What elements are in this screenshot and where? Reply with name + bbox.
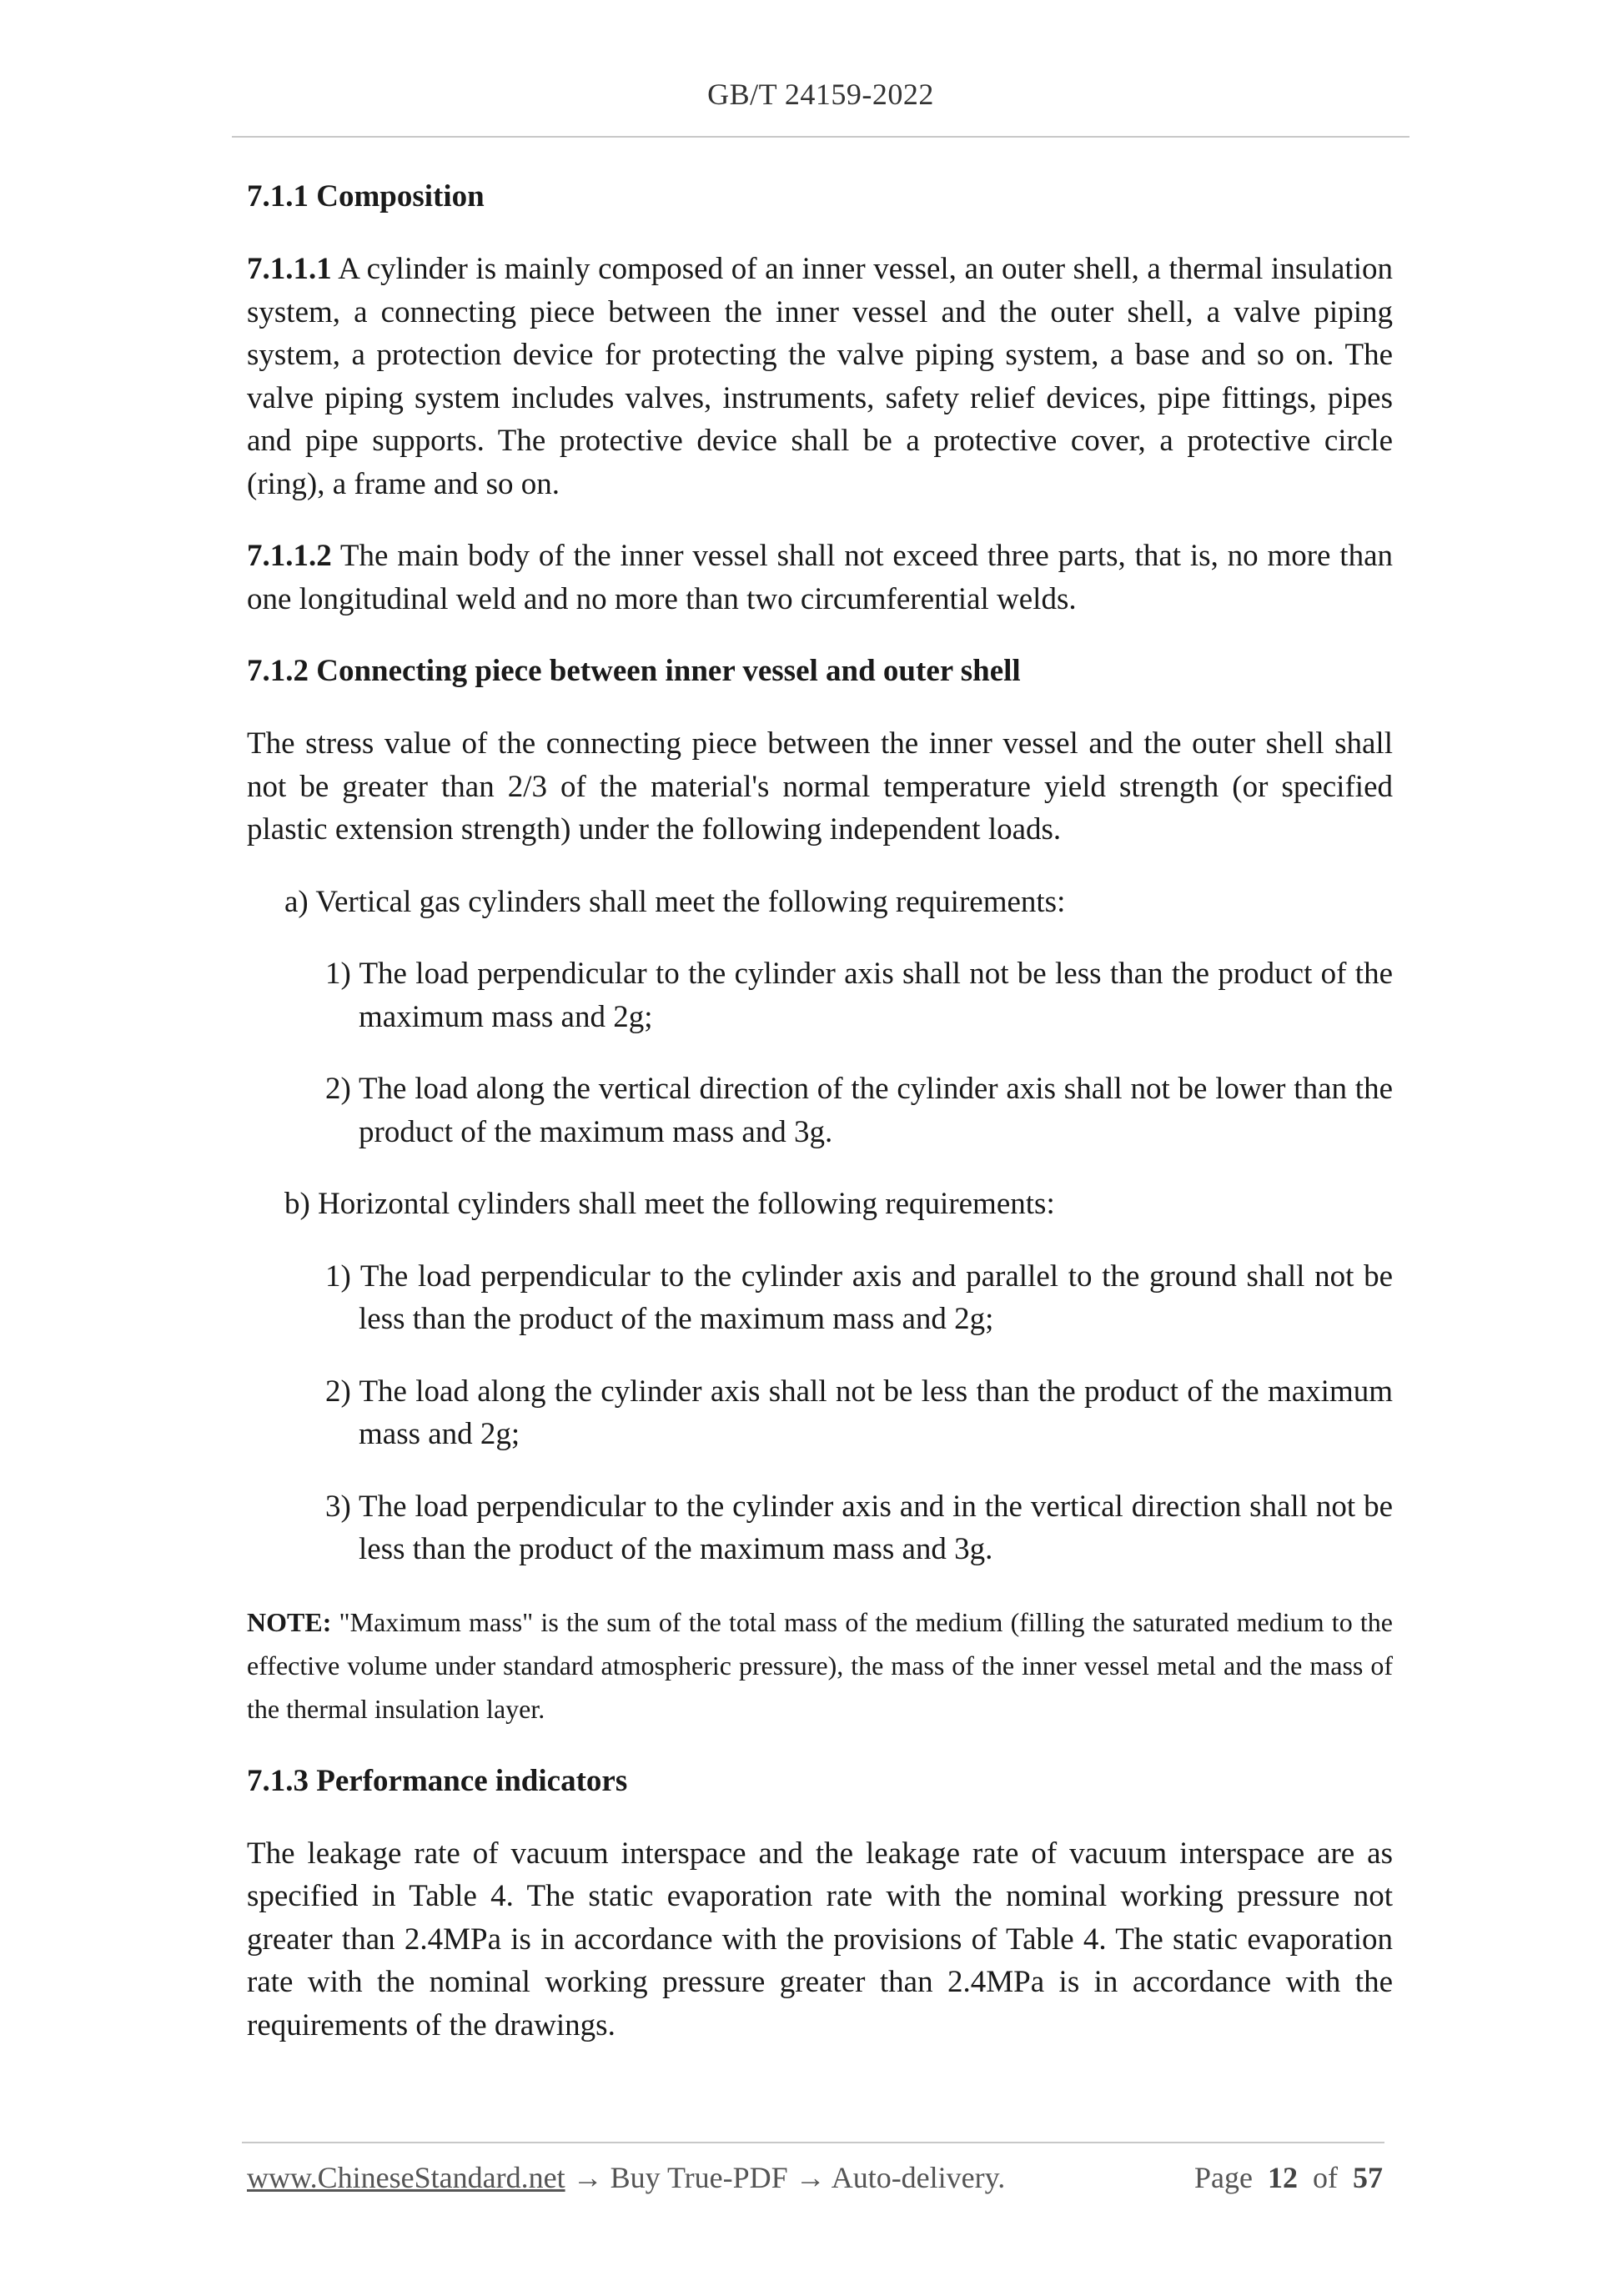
footer-left — [247, 2160, 1005, 2195]
list-item-b-3: 3) The load perpendicular to the cylinder axis and in the vertical direction shall not be less than the product of the maximum mass and 3g. — [325, 1489, 1393, 1566]
page-footer — [247, 2160, 1383, 2195]
page-number — [1194, 2160, 1383, 2195]
list-item-b-1: 1) The load perpendicular to the cylinder axis and parallel to the ground shall not be less than the product of the maximum mass and 2g; — [325, 1259, 1393, 1336]
page-current: 12 — [1268, 2161, 1298, 2194]
paragraph-7-1-1-2 — [247, 535, 1393, 620]
paragraph-7-1-1-1 — [247, 248, 1393, 505]
clause-text-7-1-1-2: The main body of the inner vessel shall not exceed three parts, that is, no more than one longitudinal weld and no more than two circumferential welds. — [247, 539, 1393, 616]
list-item-a: a) Vertical gas cylinders shall meet the following requirements: — [284, 884, 1066, 919]
site-link[interactable]: www.ChineseStandard.net — [247, 2161, 565, 2194]
page-total: 57 — [1353, 2161, 1383, 2194]
footer-promo-text: → Buy True-PDF → Auto-delivery. — [565, 2161, 1006, 2194]
note-paragraph — [247, 1600, 1393, 1731]
note-text: "Maximum mass" is the sum of the total mass of the medium (filling the saturated medium to the effective volume under standard atmospheric pressure), the mass of the inner vessel metal and the mass of the thermal insulation layer. — [247, 1606, 1393, 1724]
paragraph-7-1-3: The leakage rate of vacuum interspace and the leakage rate of vacuum interspace are as specified in Table 4. The static evaporation rate with the nominal working pressure not greater than 2.4MPa is in accordance with the provisions of Table 4. The static evaporation rate with the nominal working pressure greater than 2.4MPa is in accordance with the requirements of the drawings. — [247, 1836, 1393, 2042]
list-item-b-2: 2) The load along the cylinder axis shall not be less than the product of the maximum mass and 2g; — [325, 1374, 1393, 1451]
document-body — [247, 175, 1393, 2076]
clause-label-7-1-1-2: 7.1.1.2 — [247, 539, 332, 573]
paragraph-7-1-2: The stress value of the connecting piece between the inner vessel and the outer shell shall not be greater than 2/3 of the material's normal temperature yield strength (or specified plastic extension strength) under the following independent loads. — [247, 726, 1393, 847]
heading-7-1-1: 7.1.1 Composition — [247, 179, 485, 214]
heading-7-1-3: 7.1.3 Performance indicators — [247, 1763, 628, 1798]
list-item-b: b) Horizontal cylinders shall meet the following requirements: — [284, 1187, 1055, 1221]
list-item-a-2: 2) The load along the vertical direction of the cylinder axis shall not be lower than the product of the maximum mass and 3g. — [325, 1072, 1393, 1149]
footer-divider — [242, 2142, 1384, 2143]
clause-label-7-1-1-1: 7.1.1.1 — [247, 252, 332, 286]
heading-7-1-2: 7.1.2 Connecting piece between inner vessel and outer shell — [247, 654, 1021, 688]
clause-text-7-1-1-1: A cylinder is mainly composed of an inner vessel, an outer shell, a thermal insulation system, a connecting piece between the inner vessel and the outer shell, a valve piping system, a protection device for protecting the valve piping system, a base and so on. The valve piping system includes valves, instruments, safety relief devices, pipe fittings, pipes and pipe supports. The protective device shall be a protective cover, a protective circle (ring), a frame and so on. — [247, 252, 1393, 501]
header-divider — [232, 136, 1409, 138]
note-label: NOTE: — [247, 1606, 332, 1637]
page-word: Page — [1194, 2161, 1253, 2194]
list-item-a-1: 1) The load perpendicular to the cylinder axis shall not be less than the product of the maximum mass and 2g; — [325, 957, 1393, 1034]
of-word: of — [1313, 2161, 1338, 2194]
page-header-standard-code: GB/T 24159-2022 — [707, 78, 934, 111]
